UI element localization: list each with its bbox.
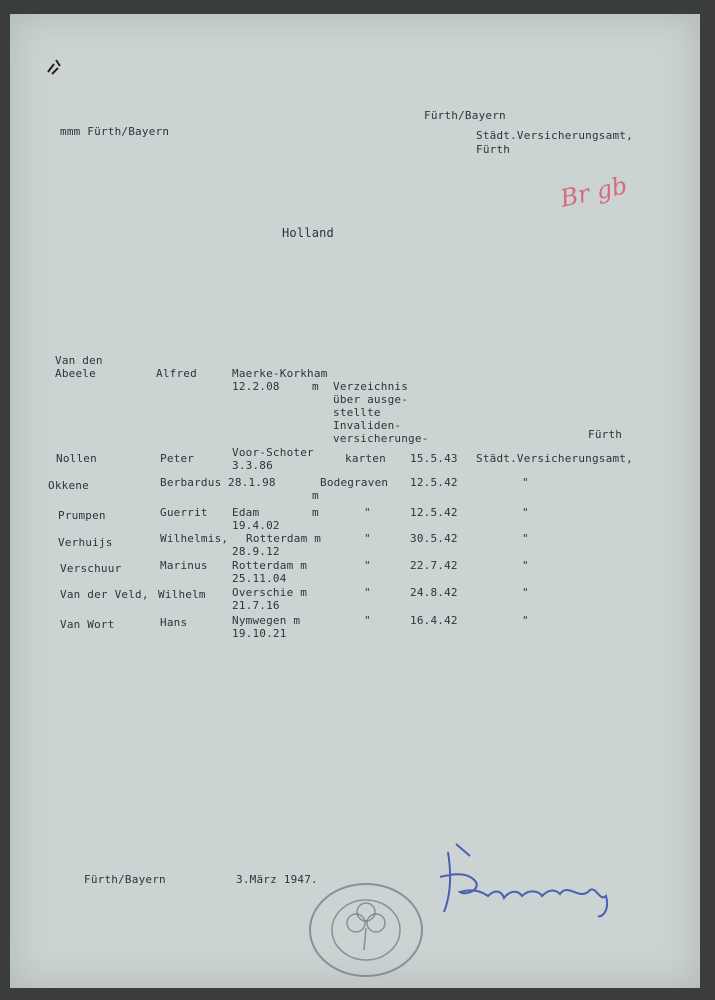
row-date: 12.5.42 (410, 476, 458, 489)
row-given: Berbardus (160, 476, 222, 489)
footer-city: Fürth/Bayern (84, 873, 166, 886)
entry-given: Alfred (156, 367, 197, 380)
footer-date: 3.März 1947. (236, 873, 318, 886)
row-place: Rotterdam m (246, 532, 322, 545)
row-date: 15.5.43 (410, 452, 458, 465)
row-given: Guerrit (160, 506, 208, 519)
doc-line: Invaliden- (333, 419, 402, 432)
row-doc: " (364, 559, 371, 572)
row-given: Wilhelm (158, 588, 206, 601)
row-date: 24.8.42 (410, 586, 458, 599)
entry-dob: 12.2.08 (232, 380, 280, 393)
row-office: Städt.Versicherungsamt, (476, 452, 633, 465)
header-left-line: mmm Fürth/Bayern (60, 125, 170, 138)
row-office: " (522, 532, 529, 545)
row-office: " (522, 586, 529, 599)
ink-mark (44, 56, 68, 76)
row-office: " (522, 559, 529, 572)
entry-surname-line1: Van den (55, 354, 103, 367)
row-dob: 21.7.16 (232, 599, 280, 612)
doc-line: über ausge- (333, 393, 409, 406)
official-seal-stamp (306, 878, 426, 978)
row-doc: karten (345, 452, 386, 465)
row-surname: Verschuur (60, 562, 122, 575)
row-dob: 28.9.12 (232, 545, 280, 558)
row-surname: Nollen (56, 452, 97, 465)
entry-sex: m (312, 380, 319, 393)
row-place: Rotterdam m (232, 559, 308, 572)
pencil-annotation: Br gb (557, 171, 630, 213)
row-surname: Prumpen (58, 509, 106, 522)
row-place: Voor-Schoter (232, 446, 314, 459)
row-sex: m (312, 506, 319, 519)
row-given: Wilhelmis, (160, 532, 229, 545)
row-office: " (522, 506, 529, 519)
header-right-city: Fürth/Bayern (424, 109, 506, 122)
row-office: " (522, 476, 529, 489)
row-given: Peter (160, 452, 195, 465)
row-dob: 19.10.21 (232, 627, 287, 640)
entry-place: Maerke-Korkham (232, 367, 328, 380)
row-surname: Van der Veld, (60, 588, 149, 601)
row-surname: Verhuijs (58, 536, 113, 549)
row-dob: 3.3.86 (232, 459, 273, 472)
header-right-office-city: Fürth (476, 143, 511, 156)
country-heading: Holland (282, 226, 334, 240)
row-office: " (522, 614, 529, 627)
row-dob: 19.4.02 (232, 519, 280, 532)
row-doc: " (364, 532, 371, 545)
row-surname: Van Wort (60, 618, 115, 631)
row-place: 28.1.98 (228, 476, 276, 489)
row-given: Hans (160, 616, 188, 629)
row-doc: Bodegraven (320, 476, 389, 489)
doc-line: stellte (333, 406, 381, 419)
handwritten-signature (430, 832, 630, 922)
entry-surname-line2: Abeele (55, 367, 96, 380)
row-date: 22.7.42 (410, 559, 458, 572)
header-right-office: Städt.Versicherungsamt, (476, 129, 633, 142)
row-surname: Okkene (48, 479, 89, 492)
row-date: 30.5.42 (410, 532, 458, 545)
row-dob: m (312, 489, 319, 502)
row-place: Nymwegen m (232, 614, 301, 627)
row-doc: " (364, 506, 371, 519)
row-date: 16.4.42 (410, 614, 458, 627)
entry-right-label: Fürth (588, 428, 623, 441)
row-place: Edam (232, 506, 260, 519)
doc-line: versicherunge- (333, 432, 429, 445)
row-date: 12.5.42 (410, 506, 458, 519)
row-doc: " (364, 614, 371, 627)
row-dob: 25.11.04 (232, 572, 287, 585)
doc-line: Verzeichnis (333, 380, 409, 393)
row-given: Marinus (160, 559, 208, 572)
row-doc: " (364, 586, 371, 599)
row-place: Overschie m (232, 586, 308, 599)
